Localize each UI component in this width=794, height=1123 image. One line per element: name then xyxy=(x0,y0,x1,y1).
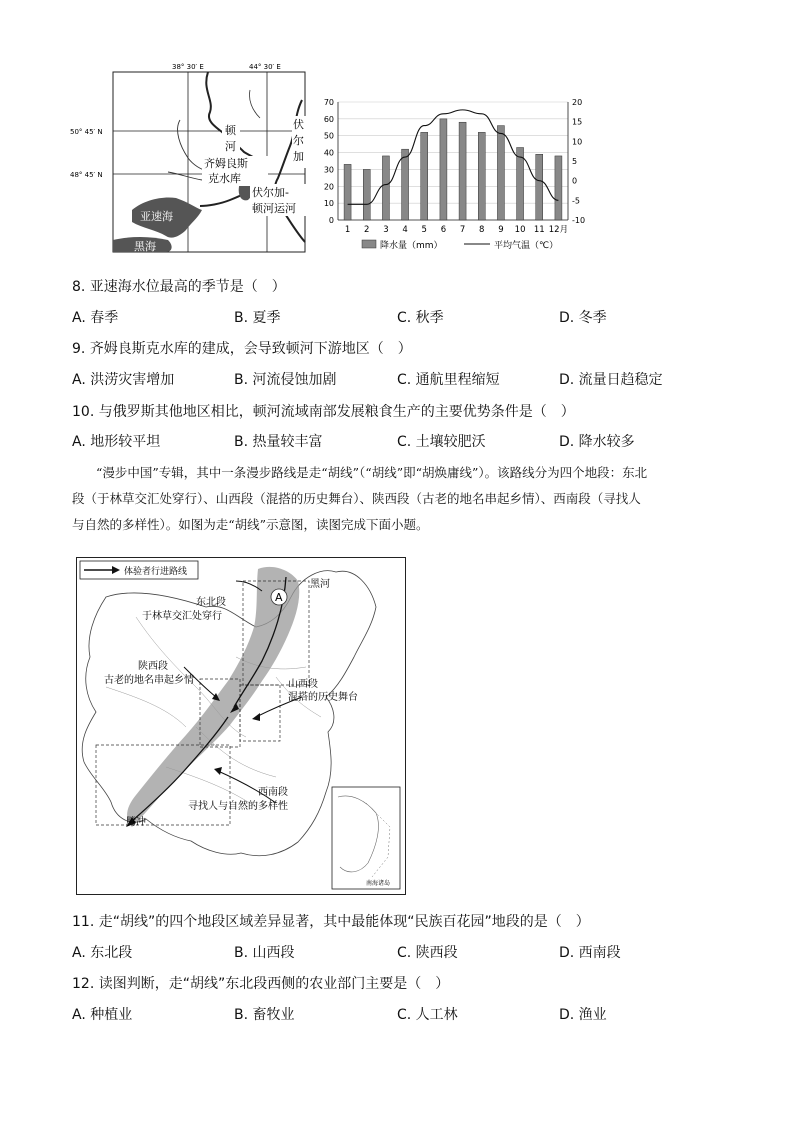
question-9-stem: 9. 齐姆良斯克水库的建成，会导致顿河下游地区（ ） xyxy=(72,341,412,357)
volga-label-2: 尔 xyxy=(293,134,304,147)
y-right-tick: 5 xyxy=(572,157,578,166)
question-10-option-c[interactable]: C. 土壤较肥沃 xyxy=(397,434,486,450)
y-right-tick: 10 xyxy=(572,137,583,147)
precip-bar xyxy=(517,148,524,220)
x-tick-label: 9 xyxy=(498,225,504,235)
intro-paragraph xyxy=(72,460,732,538)
precip-bar xyxy=(344,164,351,220)
question-12-option-a[interactable]: A. 种植业 xyxy=(72,1007,133,1023)
y-left-tick: 10 xyxy=(323,199,334,209)
lat-label-1: 50° 45′ N xyxy=(70,128,103,136)
y-left-tick: 70 xyxy=(323,98,334,107)
lon-label-2: 44° 30′ E xyxy=(249,63,281,71)
azov-sea-label: 亚速海 xyxy=(140,210,173,223)
x-tick-label: 1 xyxy=(344,225,351,235)
hu-line-map xyxy=(76,557,406,895)
canal-label-1: 伏尔加- xyxy=(252,186,289,199)
x-tick-label: 11 xyxy=(533,225,545,235)
legend-route-label: 体验者行进路线 xyxy=(124,567,188,577)
question-12-stem: 12. 读图判断，走“胡线”东北段西侧的农业部门主要是（ ） xyxy=(72,976,450,992)
question-11-option-c[interactable]: C. 陕西段 xyxy=(397,945,458,961)
intro-line-3: 与自然的多样性）。如图为走“胡线”示意图，读图完成下面小题。 xyxy=(72,517,429,532)
question-9-option-a[interactable]: A. 洪涝灾害增加 xyxy=(72,372,175,388)
x-tick-label: 12月 xyxy=(548,225,569,235)
reservoir-label-2: 克水库 xyxy=(208,172,241,185)
question-10-stem: 10. 与俄罗斯其他地区相比，顿河流域南部发展粮食生产的主要优势条件是（ ） xyxy=(72,404,575,420)
question-11-option-d[interactable]: D. 西南段 xyxy=(559,945,621,961)
tengchong-label: 腾冲 xyxy=(126,817,146,828)
shanxi-label-2: 混搭的历史舞台 xyxy=(288,692,358,703)
x-tick-label: 10 xyxy=(514,225,526,235)
climate-chart xyxy=(318,92,600,254)
precip-bar xyxy=(478,132,485,220)
precip-bar xyxy=(555,156,562,220)
precip-bar xyxy=(421,132,428,220)
question-10-option-d[interactable]: D. 降水较多 xyxy=(559,434,635,450)
y-right-tick: 15 xyxy=(572,117,583,127)
y-left-tick: 50 xyxy=(323,131,334,141)
northeast-label-2: 于林草交汇处穿行 xyxy=(142,611,222,622)
x-tick-label: 7 xyxy=(459,225,466,235)
precip-bar xyxy=(440,119,447,220)
question-9-option-b[interactable]: B. 河流侵蚀加剧 xyxy=(234,372,337,388)
precip-bar xyxy=(459,122,466,220)
precip-bar xyxy=(382,156,389,220)
marker-a: A xyxy=(275,591,283,604)
x-tick-label: 5 xyxy=(421,225,427,235)
question-8-option-c[interactable]: C. 秋季 xyxy=(397,310,444,326)
volga-label-1: 伏 xyxy=(293,118,304,131)
question-8-option-a[interactable]: A. 春季 xyxy=(72,310,119,326)
question-11-stem: 11. 走“胡线”的四个地段区域差异显著，其中最能体现“民族百花园”地段的是（ ） xyxy=(72,914,590,930)
shaanxi-label-1: 陕西段 xyxy=(138,661,168,672)
y-left-tick: 30 xyxy=(323,165,334,175)
y-left-tick: 0 xyxy=(328,216,334,225)
y-right-tick: -10 xyxy=(572,216,586,225)
don-river-label-2: 河 xyxy=(225,140,236,153)
intro-line-1: “漫步中国”专辑，其中一条漫步路线是走“胡线”（“胡线”即“胡焕庸线”）。该路线分为四个地段：东北 xyxy=(96,465,648,480)
heihe-label: 黑河 xyxy=(310,579,330,590)
y-left-tick: 40 xyxy=(323,148,334,158)
y-right-tick: -5 xyxy=(572,196,580,206)
black-sea-label: 黑海 xyxy=(134,240,156,253)
southwest-label-1: 西南段 xyxy=(258,787,288,798)
question-12-option-c[interactable]: C. 人工林 xyxy=(397,1007,458,1023)
y-left-tick: 20 xyxy=(323,182,334,192)
question-8-stem: 8. 亚速海水位最高的季节是（ ） xyxy=(72,279,286,295)
don-river-label-1: 顿 xyxy=(225,124,236,137)
question-9-option-d[interactable]: D. 流量日趋稳定 xyxy=(559,372,663,388)
precip-bar xyxy=(497,126,504,220)
reservoir-label-1: 齐姆良斯 xyxy=(204,157,248,170)
precip-bar xyxy=(536,154,543,220)
y-left-tick: 60 xyxy=(323,114,334,124)
intro-line-2: 段（于林草交汇处穿行）、山西段（混搭的历史舞台）、陕西段（古老的地名串起乡情）、西南段（寻找人 xyxy=(72,491,641,506)
question-10-option-b[interactable]: B. 热量较丰富 xyxy=(234,434,323,450)
x-tick-label: 6 xyxy=(440,225,447,235)
question-10-option-a[interactable]: A. 地形较平坦 xyxy=(72,434,161,450)
legend-line-label: 平均气温（℃） xyxy=(494,241,559,251)
lat-label-2: 48° 45′ N xyxy=(70,171,103,179)
precip-bar xyxy=(402,149,409,220)
question-8-option-d[interactable]: D. 冬季 xyxy=(559,310,607,326)
x-tick-label: 8 xyxy=(479,225,485,235)
x-tick-label: 4 xyxy=(402,225,408,235)
question-12-option-d[interactable]: D. 渔业 xyxy=(559,1007,607,1023)
legend-bar-label: 降水量（mm） xyxy=(380,241,443,251)
shaanxi-label-2: 古老的地名串起乡情 xyxy=(104,675,194,686)
southwest-label-2: 寻找人与自然的多样性 xyxy=(188,801,288,812)
don-river-map xyxy=(70,60,310,255)
x-tick-label: 3 xyxy=(383,225,389,235)
question-11-option-a[interactable]: A. 东北段 xyxy=(72,945,133,961)
y-right-tick: 20 xyxy=(572,98,583,107)
northeast-label-1: 东北段 xyxy=(196,597,226,608)
question-11-option-b[interactable]: B. 山西段 xyxy=(234,945,295,961)
x-tick-label: 2 xyxy=(364,225,370,235)
temperature-line xyxy=(348,110,559,204)
question-8-option-b[interactable]: B. 夏季 xyxy=(234,310,281,326)
legend-bar-swatch xyxy=(362,240,376,248)
y-right-tick: 0 xyxy=(572,176,578,186)
question-12-option-b[interactable]: B. 畜牧业 xyxy=(234,1007,295,1023)
canal-label-2: 顿河运河 xyxy=(252,202,296,215)
shanxi-label-1: 山西段 xyxy=(288,679,318,690)
lon-label-1: 38° 30′ E xyxy=(172,63,204,71)
volga-label-3: 加 xyxy=(293,150,304,163)
question-9-option-c[interactable]: C. 通航里程缩短 xyxy=(397,372,500,388)
inset-label: 南海诸岛 xyxy=(366,880,391,887)
precip-bar xyxy=(363,169,370,220)
